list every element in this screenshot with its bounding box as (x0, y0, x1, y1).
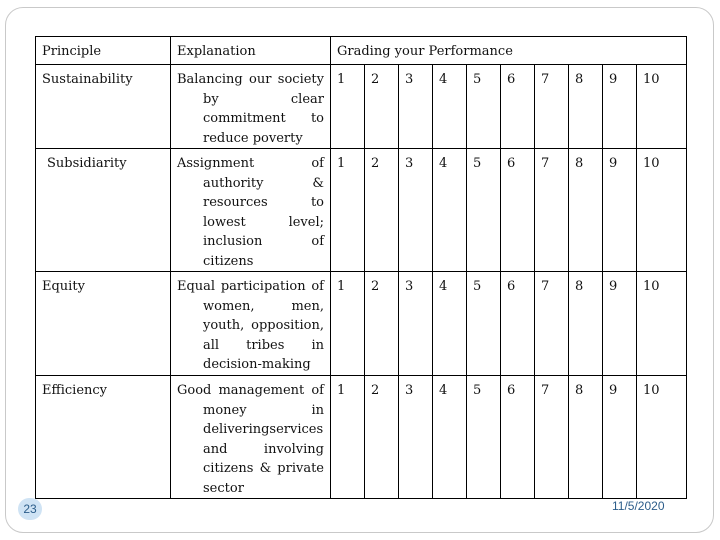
footer-date: 11/5/2020 (612, 499, 665, 513)
header-principle: Principle (36, 37, 171, 65)
grade-3[interactable]: 3 (399, 65, 433, 149)
principle-cell: Equity (36, 272, 171, 376)
grade-2[interactable]: 2 (365, 376, 399, 499)
grade-8[interactable]: 8 (569, 376, 603, 499)
grade-5[interactable]: 5 (467, 149, 501, 272)
grade-8[interactable]: 8 (569, 149, 603, 272)
grade-4[interactable]: 4 (433, 376, 467, 499)
grade-1[interactable]: 1 (331, 149, 365, 272)
explanation-line: deliveringservices (203, 422, 324, 437)
grade-2[interactable]: 2 (365, 65, 399, 149)
grade-5[interactable]: 5 (467, 376, 501, 499)
grade-10[interactable]: 10 (637, 272, 687, 376)
principle-cell: Sustainability (36, 65, 171, 149)
grade-6[interactable]: 6 (501, 65, 535, 149)
explanation-cell (171, 376, 331, 499)
principle-cell: Subsidiarity (36, 149, 171, 272)
grade-2[interactable]: 2 (365, 149, 399, 272)
explanation-line: lowest level; (203, 214, 324, 230)
grade-7[interactable]: 7 (535, 376, 569, 499)
explanation-line: inclusion of (203, 234, 324, 249)
grade-1[interactable]: 1 (331, 272, 365, 376)
table-row (36, 376, 687, 499)
grade-6[interactable]: 6 (501, 272, 535, 376)
grade-9[interactable]: 9 (603, 272, 637, 376)
grade-4[interactable]: 4 (433, 272, 467, 376)
table-row (36, 149, 687, 272)
explanation-line: citizens & private (203, 461, 324, 476)
explanation-cell (171, 65, 331, 149)
explanation-line: citizens (203, 253, 254, 269)
header-row (36, 37, 687, 65)
explanation-line: sector (203, 480, 244, 496)
grade-10[interactable]: 10 (637, 65, 687, 149)
explanation-line: commitment to (203, 111, 324, 126)
grade-7[interactable]: 7 (535, 65, 569, 149)
grade-9[interactable]: 9 (603, 65, 637, 149)
header-grading: Grading your Performance (331, 37, 687, 65)
explanation-line: youth, opposition, (203, 318, 324, 333)
header-explanation: Explanation (171, 37, 331, 65)
grade-8[interactable]: 8 (569, 272, 603, 376)
grade-4[interactable]: 4 (433, 65, 467, 149)
explanation-line: Assignment of (177, 156, 324, 171)
grade-10[interactable]: 10 (637, 149, 687, 272)
explanation-line: reduce poverty (203, 130, 303, 146)
principle-cell: Efficiency (36, 376, 171, 499)
explanation-line: Good management of (177, 383, 324, 398)
grade-4[interactable]: 4 (433, 149, 467, 272)
grade-6[interactable]: 6 (501, 149, 535, 272)
grade-2[interactable]: 2 (365, 272, 399, 376)
explanation-line: decision-making (203, 357, 311, 372)
explanation-cell (171, 272, 331, 376)
explanation-line: authority & (203, 175, 324, 191)
grade-3[interactable]: 3 (399, 376, 433, 499)
grade-9[interactable]: 9 (603, 149, 637, 272)
grade-7[interactable]: 7 (535, 272, 569, 376)
explanation-line: Balancing our society (177, 72, 324, 87)
grade-5[interactable]: 5 (467, 65, 501, 149)
table-row (36, 272, 687, 376)
grade-5[interactable]: 5 (467, 272, 501, 376)
explanation-line: resources to (203, 195, 324, 210)
explanation-line: all tribes in (203, 337, 324, 353)
slide-number: 23 (18, 498, 42, 520)
principles-table (35, 36, 687, 499)
grade-10[interactable]: 10 (637, 376, 687, 499)
explanation-line: by clear (203, 91, 324, 107)
grade-1[interactable]: 1 (331, 376, 365, 499)
explanation-line: women, men, (203, 298, 324, 314)
grade-9[interactable]: 9 (603, 376, 637, 499)
grade-3[interactable]: 3 (399, 272, 433, 376)
table-row (36, 65, 687, 149)
explanation-line: Equal participation of (177, 279, 324, 294)
explanation-cell (171, 149, 331, 272)
grade-3[interactable]: 3 (399, 149, 433, 272)
explanation-line: and involving (203, 441, 324, 457)
explanation-line: money in (203, 402, 324, 418)
grade-6[interactable]: 6 (501, 376, 535, 499)
grade-1[interactable]: 1 (331, 65, 365, 149)
grade-7[interactable]: 7 (535, 149, 569, 272)
grade-8[interactable]: 8 (569, 65, 603, 149)
